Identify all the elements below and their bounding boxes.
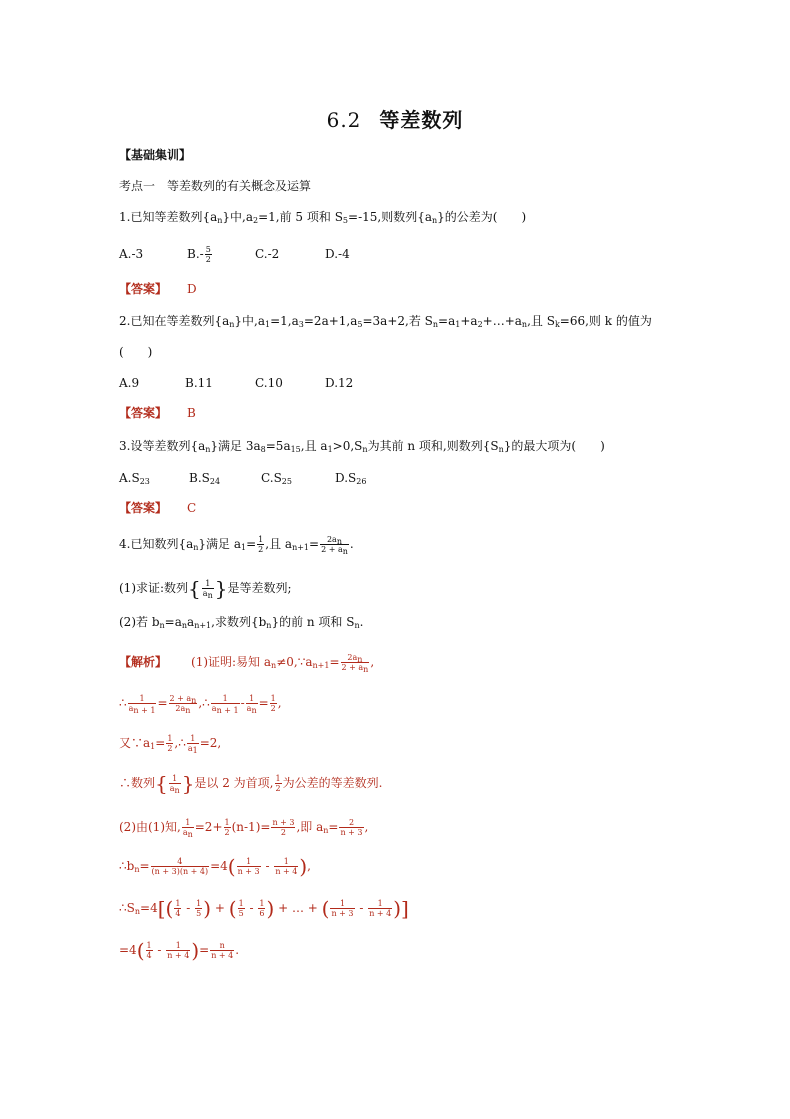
question-2-stem: 2.已知在等差数列$\{a_n\}$中$,a_1=1,a_3=2a+1,a_5=3a+2$,若 $S_n=a_1+a_2+\dots+a_n$,且 $S_k=66$,则 k 的值为 bbox=[119, 314, 652, 329]
q3-option-d: $D.S_{26}$ bbox=[335, 471, 367, 486]
question-2-answer: 【答案】 B bbox=[119, 406, 196, 420]
title-text: 等差数列 bbox=[379, 108, 464, 132]
question-1-answer: 【答案】 D bbox=[119, 282, 197, 296]
question-4-part-2: (2)若 $b_n=a_na_{n+1}$,求数列$\{b_n\}$的前 n 项和 $S_n$. bbox=[119, 615, 364, 630]
q3-option-a: $A.S_{23}$ bbox=[119, 471, 150, 486]
solution-line-4: ∴数列{ $\frac{1}{a_n}$ }是以 2 为首项, $\frac{1}{2}$ 为公差的等差数列. bbox=[119, 771, 383, 796]
q1-option-a: A.-3 bbox=[119, 247, 144, 261]
question-4-part-1: (1)求证:数列{ $\frac{1}{a_n}$ }是等差数列; bbox=[119, 576, 292, 601]
solution-line-2: ∴ $\frac{1}{a_{n + 1}}$ = $\frac{2 + a_n}{2a_n}$ ,∴ $\frac{1}{a_{n + 1}}$ - $\frac{1}{a_n}$ = $\frac{1}{2}$ , bbox=[119, 694, 282, 715]
question-3-answer: 【答案】 C bbox=[119, 501, 197, 515]
q2-option-c: C.10 bbox=[255, 376, 283, 390]
topic-heading: 考点一 等差数列的有关概念及运算 bbox=[119, 179, 312, 193]
q1-option-b: B.- $\frac{5}{2}$ bbox=[187, 245, 211, 264]
solution-line-5: (2)由(1)知, $\frac{1}{a_n}$ =2+ $\frac{1}{2}$ (n-1)= $\frac{n + 3}{2}$ ,即 $a_n=$ $\frac{2}{n + 3}$ , bbox=[119, 818, 369, 839]
q1-option-d: D.-4 bbox=[325, 247, 350, 261]
question-3-options bbox=[119, 470, 366, 486]
solution-line-1: 【解析】 (1)证明:易知 $a_n\ne 0,\because a_{n+1}=$ $\frac{2a_n}{2 + a_n}$ , bbox=[119, 653, 375, 674]
q2-option-a: A.9 bbox=[119, 376, 140, 390]
solution-line-7: $\therefore S_n=4$[( $\frac{1}{4}$ - $\frac{1}{5}$ ) + ( $\frac{1}{5}$ - $\frac{1}{6}$ ) + … + ( $\frac{1}{n + 3}$ - $\frac{1}{n + 4}$ )] bbox=[119, 896, 409, 921]
solution-line-8: =4( $\frac{1}{4}$ - $\frac{1}{n + 4}$ )= $\frac{n}{n + 4}$ . bbox=[119, 938, 240, 963]
section-heading: 【基础集训】 bbox=[119, 148, 192, 162]
solution-line-6: $\therefore b_n=$ $\frac{4}{(n + 3)(n + 4)}$ =4( $\frac{1}{n + 3}$ - $\frac{1}{n + 4}$ ), bbox=[119, 854, 311, 879]
q3-option-b: $B.S_{24}$ bbox=[189, 471, 221, 486]
question-1-stem: 1.已知等差数列$\{a_n\}$中$,a_2=1$,前 5 项和 $S_5=-15$,则数列$\{a_n\}$的公差为( ) bbox=[119, 210, 527, 225]
q3-option-c: $C.S_{25}$ bbox=[261, 471, 292, 486]
question-2-options bbox=[119, 375, 353, 391]
q2-option-b: B.11 bbox=[185, 376, 213, 390]
q2-option-d: D.12 bbox=[325, 376, 354, 390]
question-1-options bbox=[119, 245, 350, 264]
solution-line-3: 又$\because a_1=$ $\frac{1}{2}$ ,∴ $\frac{1}{a_1}$ =2, bbox=[119, 734, 222, 755]
title-number: 6.2 bbox=[326, 108, 362, 132]
page-title bbox=[0, 104, 790, 133]
question-4-stem: 4.已知数列$\{a_n\}$满足 $a_1=$ $\frac{1}{2}$ ,且 $a_{n+1}=$ $\frac{2a_n}{2 + a_n}$ . bbox=[119, 535, 354, 556]
question-3-stem: 3.设等差数列$\{a_n\}$满足 $3a_8=5a_{15}$,且 $a_1>0,S_n$为其前 n 项和,则数列$\{S_n\}$的最大项为( ) bbox=[119, 439, 605, 454]
q1-option-c: C.-2 bbox=[255, 247, 280, 261]
question-2-paren: ( ) bbox=[119, 345, 153, 359]
